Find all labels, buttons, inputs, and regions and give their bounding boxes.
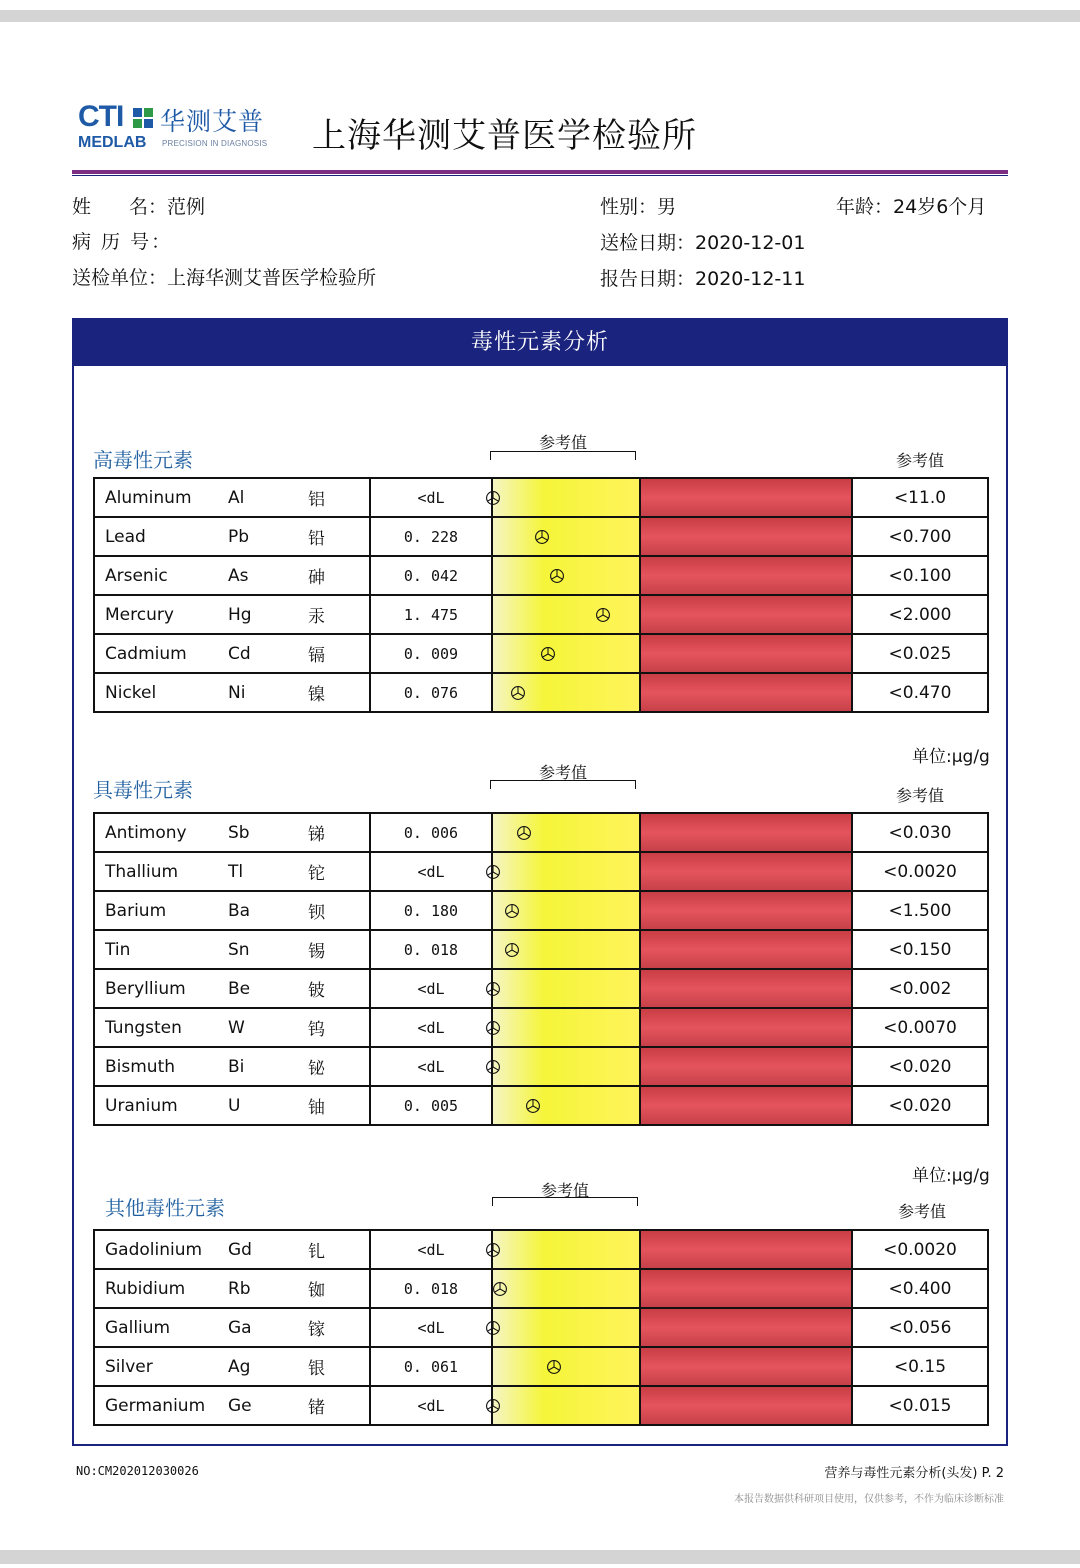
reference-value: <0.700 bbox=[852, 517, 988, 556]
level-marker-icon bbox=[516, 825, 532, 841]
normal-range-bar bbox=[492, 852, 640, 891]
element-symbol: Bi bbox=[222, 1047, 306, 1086]
element-name: Antimony bbox=[94, 813, 222, 852]
measured-value: <dL bbox=[370, 852, 492, 891]
element-cn-name: 汞 bbox=[306, 595, 370, 634]
element-cn-name: 铷 bbox=[306, 1269, 370, 1308]
ref-range-bracket bbox=[490, 451, 636, 460]
reference-value: <0.400 bbox=[852, 1269, 988, 1308]
normal-range-bar bbox=[492, 1386, 640, 1425]
normal-range-bar bbox=[492, 930, 640, 969]
age-value: 24岁6个月 bbox=[893, 196, 987, 218]
record-label: 病 历 号： bbox=[72, 231, 173, 253]
element-row bbox=[94, 1047, 988, 1086]
element-name: Tin bbox=[94, 930, 222, 969]
elevated-range-bar bbox=[640, 1230, 852, 1269]
element-name: Barium bbox=[94, 891, 222, 930]
normal-range-bar bbox=[492, 1230, 640, 1269]
record-row bbox=[72, 227, 172, 254]
level-marker-icon bbox=[504, 942, 520, 958]
element-row bbox=[94, 930, 988, 969]
normal-range-bar bbox=[492, 595, 640, 634]
unit-label: 单位:μg/g bbox=[912, 747, 990, 767]
element-table-high bbox=[93, 477, 989, 713]
elevated-range-bar bbox=[640, 673, 852, 712]
measured-value: <dL bbox=[370, 478, 492, 517]
name-label: 姓 名： bbox=[72, 196, 168, 218]
reference-value: <0.0020 bbox=[852, 852, 988, 891]
report-number: NO:CM202012030026 bbox=[76, 1464, 199, 1478]
reference-value: <0.470 bbox=[852, 673, 988, 712]
elevated-range-bar bbox=[640, 1047, 852, 1086]
element-row bbox=[94, 1347, 988, 1386]
bottom-edge bbox=[0, 1550, 1080, 1564]
ref-range-label: 参考值 bbox=[540, 1181, 589, 1200]
element-row bbox=[94, 1269, 988, 1308]
disclaimer: 本报告数据供科研项目使用，仅供参考，不作为临床诊断标准 bbox=[734, 1494, 1004, 1505]
reference-value: <2.000 bbox=[852, 595, 988, 634]
normal-range-bar bbox=[492, 478, 640, 517]
normal-range-bar bbox=[492, 673, 640, 712]
reference-value: <0.0020 bbox=[852, 1230, 988, 1269]
element-cn-name: 锡 bbox=[306, 930, 370, 969]
elevated-range-bar bbox=[640, 813, 852, 852]
elevated-range-bar bbox=[640, 969, 852, 1008]
level-marker-icon bbox=[504, 903, 520, 919]
element-cn-name: 铅 bbox=[306, 517, 370, 556]
elevated-range-bar bbox=[640, 478, 852, 517]
elevated-range-bar bbox=[640, 595, 852, 634]
elevated-range-bar bbox=[640, 634, 852, 673]
level-marker-icon bbox=[485, 1398, 501, 1414]
element-row bbox=[94, 478, 988, 517]
element-name: Lead bbox=[94, 517, 222, 556]
reference-value: <0.020 bbox=[852, 1086, 988, 1125]
reference-value: <0.150 bbox=[852, 930, 988, 969]
element-row bbox=[94, 673, 988, 712]
level-marker-icon bbox=[525, 1098, 541, 1114]
submit-date: 2020-12-01 bbox=[695, 232, 806, 254]
element-cn-name: 镉 bbox=[306, 634, 370, 673]
logo-medlab: MEDLAB bbox=[78, 134, 147, 151]
normal-range-bar bbox=[492, 1269, 640, 1308]
level-marker-icon bbox=[546, 1359, 562, 1375]
element-symbol: Rb bbox=[222, 1269, 306, 1308]
element-row bbox=[94, 517, 988, 556]
element-cn-name: 钡 bbox=[306, 891, 370, 930]
element-symbol: Ga bbox=[222, 1308, 306, 1347]
elevated-range-bar bbox=[640, 556, 852, 595]
normal-range-bar bbox=[492, 1347, 640, 1386]
element-name: Thallium bbox=[94, 852, 222, 891]
elevated-range-bar bbox=[640, 930, 852, 969]
level-marker-icon bbox=[485, 490, 501, 506]
element-symbol: Tl bbox=[222, 852, 306, 891]
element-name: Gadolinium bbox=[94, 1230, 222, 1269]
reference-value: <0.002 bbox=[852, 969, 988, 1008]
elevated-range-bar bbox=[640, 517, 852, 556]
logo-tagline: PRECISION IN DIAGNOSIS bbox=[162, 139, 268, 148]
element-symbol: Cd bbox=[222, 634, 306, 673]
element-symbol: Be bbox=[222, 969, 306, 1008]
element-symbol: Ni bbox=[222, 673, 306, 712]
element-name: Rubidium bbox=[94, 1269, 222, 1308]
element-row bbox=[94, 813, 988, 852]
unit-label: 单位:μg/g bbox=[912, 1166, 990, 1186]
element-cn-name: 铊 bbox=[306, 852, 370, 891]
element-row bbox=[94, 1086, 988, 1125]
report-date-label: 报告日期： bbox=[600, 268, 696, 290]
level-marker-icon bbox=[485, 1020, 501, 1036]
normal-range-bar bbox=[492, 813, 640, 852]
ref-range-bracket bbox=[492, 1197, 638, 1206]
measured-value: 0. 018 bbox=[370, 930, 492, 969]
element-row bbox=[94, 1386, 988, 1425]
level-marker-icon bbox=[534, 529, 550, 545]
level-marker-icon bbox=[510, 685, 526, 701]
sex-value: 男 bbox=[657, 196, 677, 218]
level-marker-icon bbox=[485, 864, 501, 880]
element-name: Beryllium bbox=[94, 969, 222, 1008]
normal-range-bar bbox=[492, 1308, 640, 1347]
element-name: Bismuth bbox=[94, 1047, 222, 1086]
element-row bbox=[94, 891, 988, 930]
ref-range-label: 参考值 bbox=[538, 433, 587, 452]
measured-value: <dL bbox=[370, 1386, 492, 1425]
element-name: Mercury bbox=[94, 595, 222, 634]
element-cn-name: 镓 bbox=[306, 1308, 370, 1347]
measured-value: <dL bbox=[370, 1008, 492, 1047]
normal-range-bar bbox=[492, 891, 640, 930]
sex-row bbox=[600, 192, 676, 219]
level-marker-icon bbox=[492, 1281, 508, 1297]
element-symbol: Hg bbox=[222, 595, 306, 634]
element-cn-name: 锗 bbox=[306, 1386, 370, 1425]
element-symbol: Al bbox=[222, 478, 306, 517]
element-name: Nickel bbox=[94, 673, 222, 712]
elevated-range-bar bbox=[640, 1347, 852, 1386]
reference-value: <0.025 bbox=[852, 634, 988, 673]
reference-value: <0.0070 bbox=[852, 1008, 988, 1047]
element-cn-name: 锑 bbox=[306, 813, 370, 852]
ref-column-header: 参考值 bbox=[895, 451, 944, 470]
reference-value: <0.020 bbox=[852, 1047, 988, 1086]
element-row bbox=[94, 852, 988, 891]
elevated-range-bar bbox=[640, 1386, 852, 1425]
patient-name-row bbox=[72, 192, 205, 219]
page-label: 营养与毒性元素分析(头发) P. 2 bbox=[824, 1466, 1004, 1481]
measured-value: 0. 228 bbox=[370, 517, 492, 556]
element-symbol: Ge bbox=[222, 1386, 306, 1425]
elevated-range-bar bbox=[640, 1008, 852, 1047]
element-name: Aluminum bbox=[94, 478, 222, 517]
measured-value: 0. 076 bbox=[370, 673, 492, 712]
element-symbol: Pb bbox=[222, 517, 306, 556]
submit-unit-row bbox=[72, 263, 376, 290]
measured-value: 0. 009 bbox=[370, 634, 492, 673]
elevated-range-bar bbox=[640, 1086, 852, 1125]
unit-label: 送检单位： bbox=[72, 267, 168, 289]
logo-cn-name: 华测艾普 bbox=[160, 107, 265, 136]
submit-date-label: 送检日期： bbox=[600, 232, 696, 254]
level-marker-icon bbox=[485, 981, 501, 997]
normal-range-bar bbox=[492, 1008, 640, 1047]
element-row bbox=[94, 969, 988, 1008]
ref-range-bracket bbox=[490, 780, 636, 789]
level-marker-icon bbox=[595, 607, 611, 623]
elevated-range-bar bbox=[640, 852, 852, 891]
measured-value: <dL bbox=[370, 1308, 492, 1347]
measured-value: <dL bbox=[370, 1230, 492, 1269]
section-title-toxic: 具毒性元素 bbox=[93, 778, 193, 802]
lab-title: 上海华测艾普医学检验所 bbox=[312, 116, 697, 156]
measured-value: 0. 042 bbox=[370, 556, 492, 595]
element-cn-name: 钆 bbox=[306, 1230, 370, 1269]
measured-value: 0. 006 bbox=[370, 813, 492, 852]
element-symbol: Gd bbox=[222, 1230, 306, 1269]
report-date: 2020-12-11 bbox=[695, 268, 806, 290]
elevated-range-bar bbox=[640, 891, 852, 930]
element-cn-name: 砷 bbox=[306, 556, 370, 595]
elevated-range-bar bbox=[640, 1269, 852, 1308]
normal-range-bar bbox=[492, 969, 640, 1008]
element-name: Silver bbox=[94, 1347, 222, 1386]
ref-column-header: 参考值 bbox=[895, 786, 944, 805]
element-symbol: Sb bbox=[222, 813, 306, 852]
normal-range-bar bbox=[492, 556, 640, 595]
section-title-other: 其他毒性元素 bbox=[105, 1196, 225, 1220]
element-symbol: Ag bbox=[222, 1347, 306, 1386]
element-row bbox=[94, 1230, 988, 1269]
element-symbol: Ba bbox=[222, 891, 306, 930]
submit-unit: 上海华测艾普医学检验所 bbox=[167, 267, 377, 289]
element-name: Gallium bbox=[94, 1308, 222, 1347]
measured-value: <dL bbox=[370, 1047, 492, 1086]
logo-grid-icon bbox=[133, 108, 153, 128]
element-row bbox=[94, 595, 988, 634]
level-marker-icon bbox=[485, 1059, 501, 1075]
measured-value: 0. 018 bbox=[370, 1269, 492, 1308]
element-table-toxic bbox=[93, 812, 989, 1126]
element-row bbox=[94, 1008, 988, 1047]
measured-value: 1. 475 bbox=[370, 595, 492, 634]
measured-value: 0. 061 bbox=[370, 1347, 492, 1386]
element-symbol: W bbox=[222, 1008, 306, 1047]
reference-value: <0.015 bbox=[852, 1386, 988, 1425]
element-table-other bbox=[93, 1229, 989, 1426]
element-row bbox=[94, 556, 988, 595]
element-cn-name: 镍 bbox=[306, 673, 370, 712]
reference-value: <0.100 bbox=[852, 556, 988, 595]
element-cn-name: 钨 bbox=[306, 1008, 370, 1047]
age-label: 年龄： bbox=[836, 196, 894, 218]
level-marker-icon bbox=[540, 646, 556, 662]
panel-title: 毒性元素分析 bbox=[72, 318, 1008, 366]
submit-date-row bbox=[600, 228, 805, 255]
reference-value: <0.030 bbox=[852, 813, 988, 852]
element-name: Uranium bbox=[94, 1086, 222, 1125]
reference-value: <11.0 bbox=[852, 478, 988, 517]
element-symbol: As bbox=[222, 556, 306, 595]
reference-value: <0.056 bbox=[852, 1308, 988, 1347]
element-name: Germanium bbox=[94, 1386, 222, 1425]
normal-range-bar bbox=[492, 1086, 640, 1125]
element-cn-name: 银 bbox=[306, 1347, 370, 1386]
ref-range-label: 参考值 bbox=[538, 763, 587, 782]
normal-range-bar bbox=[492, 1047, 640, 1086]
element-name: Tungsten bbox=[94, 1008, 222, 1047]
level-marker-icon bbox=[485, 1320, 501, 1336]
element-row bbox=[94, 634, 988, 673]
normal-range-bar bbox=[492, 517, 640, 556]
element-name: Arsenic bbox=[94, 556, 222, 595]
element-cn-name: 铀 bbox=[306, 1086, 370, 1125]
ref-column-header: 参考值 bbox=[897, 1202, 946, 1221]
age-row bbox=[836, 192, 986, 219]
element-cn-name: 铋 bbox=[306, 1047, 370, 1086]
company-logo bbox=[78, 100, 288, 154]
element-name: Cadmium bbox=[94, 634, 222, 673]
header-rule-thin bbox=[72, 175, 1008, 176]
reference-value: <0.15 bbox=[852, 1347, 988, 1386]
logo-mark: CTI bbox=[78, 100, 124, 133]
level-marker-icon bbox=[485, 1242, 501, 1258]
header-rule bbox=[72, 170, 1008, 174]
measured-value: 0. 005 bbox=[370, 1086, 492, 1125]
reference-value: <1.500 bbox=[852, 891, 988, 930]
element-row bbox=[94, 1308, 988, 1347]
elevated-range-bar bbox=[640, 1308, 852, 1347]
patient-name: 范例 bbox=[167, 196, 206, 218]
measured-value: 0. 180 bbox=[370, 891, 492, 930]
element-symbol: Sn bbox=[222, 930, 306, 969]
element-cn-name: 铝 bbox=[306, 478, 370, 517]
sex-label: 性别： bbox=[600, 196, 658, 218]
measured-value: <dL bbox=[370, 969, 492, 1008]
top-edge bbox=[0, 10, 1080, 22]
section-title-high: 高毒性元素 bbox=[93, 448, 193, 472]
normal-range-bar bbox=[492, 634, 640, 673]
report-date-row bbox=[600, 264, 805, 291]
level-marker-icon bbox=[549, 568, 565, 584]
element-cn-name: 铍 bbox=[306, 969, 370, 1008]
element-symbol: U bbox=[222, 1086, 306, 1125]
